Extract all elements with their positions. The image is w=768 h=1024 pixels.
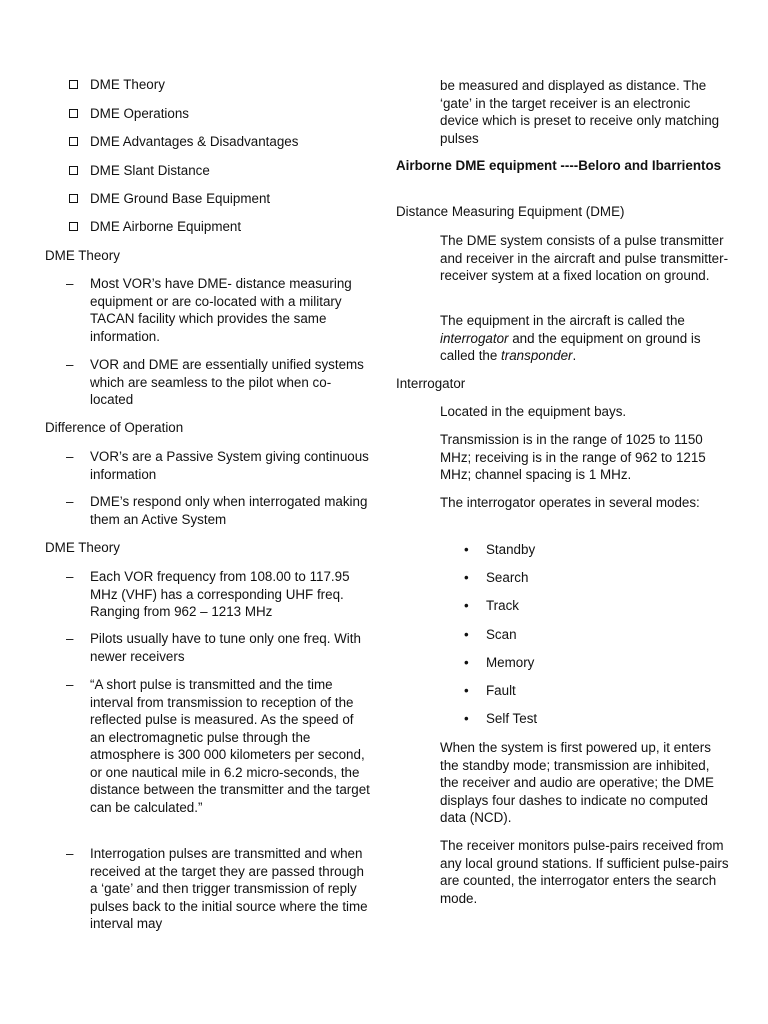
bullet-marker: • bbox=[464, 655, 469, 670]
dash-marker: – bbox=[66, 494, 74, 509]
bullet-marker: • bbox=[464, 598, 469, 613]
dash-marker: – bbox=[66, 846, 74, 861]
continuation-paragraph: be measured and displayed as distance. The ‘gate’ in the target receiver is an electronic device which is preset to receive only matching pulses bbox=[440, 78, 720, 146]
checklist-label: DME Theory bbox=[90, 77, 165, 92]
checkbox-icon bbox=[69, 194, 78, 203]
list-item-text: Interrogation pulses are transmitted and when received at the target they are passed through a ‘gate’ and then trigger transmission of reply pulses back to the initial source where the time interval may bbox=[90, 846, 368, 931]
bullet-marker: • bbox=[464, 542, 469, 557]
checklist-item bbox=[69, 76, 369, 94]
checkbox-icon bbox=[69, 80, 78, 89]
airborne-heading: Airborne DME equipment ----Beloro and Ibarrientos bbox=[396, 158, 722, 173]
checkbox-icon bbox=[69, 137, 78, 146]
dash-marker: – bbox=[66, 449, 74, 464]
bullet-marker: • bbox=[464, 711, 469, 726]
mode-label: Standby bbox=[486, 542, 536, 557]
dash-marker: – bbox=[66, 569, 74, 584]
checkbox-icon bbox=[69, 109, 78, 118]
section-heading: Difference of Operation bbox=[45, 420, 184, 435]
list-item-text: “A short pulse is transmitted and the time interval from transmission to reception of the reflected pulse is measured. As the speed of an electromagnetic pulse through the atmosphere is 300 000 kilometers per second, or one nautical mile in 6.2 micro-seconds, the distance between the transmitter and the target can be calculated.” bbox=[90, 677, 370, 815]
list-item-text: VOR and DME are essentially unified systems which are seamless to the pilot when co-located bbox=[90, 357, 364, 407]
list-item-text: Pilots usually have to tune only one freq. With newer receivers bbox=[90, 631, 361, 664]
dash-marker: – bbox=[66, 357, 74, 372]
paragraph-text: and the equipment on ground is called the bbox=[440, 330, 701, 363]
dme-paragraph: The DME system consists of a pulse transmitter and receiver in the aircraft and pulse transmitter-receiver system at a fixed location on ground. bbox=[440, 233, 729, 283]
checklist-label: DME Slant Distance bbox=[90, 163, 210, 178]
receiver-paragraph: The receiver monitors pulse-pairs received from any local ground stations. If sufficient pulse-pairs are counted, the interrogator enters the search mode. bbox=[440, 838, 729, 906]
checkbox-icon bbox=[69, 166, 78, 175]
list-item-text: VOR’s are a Passive System giving continuous information bbox=[90, 449, 369, 482]
checklist-label: DME Airborne Equipment bbox=[90, 219, 242, 234]
bullet-marker: • bbox=[464, 683, 469, 698]
mode-label: Track bbox=[486, 598, 519, 613]
interrogator-term: interrogator bbox=[440, 330, 509, 346]
mode-label: Self Test bbox=[486, 711, 538, 726]
mode-label: Memory bbox=[486, 655, 535, 670]
checklist-label: DME Advantages & Disadvantages bbox=[90, 134, 299, 149]
section-heading: DME Theory bbox=[45, 248, 120, 263]
dash-marker: – bbox=[66, 276, 74, 291]
checklist-item bbox=[69, 105, 369, 123]
checklist-item bbox=[69, 218, 369, 236]
interrogator-paragraph: The interrogator operates in several modes: bbox=[440, 495, 700, 510]
checklist-label: DME Operations bbox=[90, 106, 189, 121]
list-item-text: Most VOR’s have DME- distance measuring equipment or are co-located with a military TACAN facility which provides the same information. bbox=[90, 276, 352, 344]
bullet-marker: • bbox=[464, 570, 469, 585]
dash-marker: – bbox=[66, 677, 74, 692]
checklist-item bbox=[69, 162, 369, 180]
interrogator-paragraph: Transmission is in the range of 1025 to 1150 MHz; receiving is in the range of 962 to 1215 MHz; channel spacing is 1 MHz. bbox=[440, 432, 706, 482]
mode-label: Fault bbox=[486, 683, 516, 698]
transponder-term: transponder bbox=[501, 348, 573, 363]
dme-equipment-paragraph bbox=[440, 312, 730, 365]
list-item-text: Each VOR frequency from 108.00 to 117.95 MHz (VHF) has a corresponding UHF freq. Ranging from 962 – 1213 MHz bbox=[90, 569, 350, 619]
dash-marker: – bbox=[66, 631, 74, 646]
interrogator-heading: Interrogator bbox=[396, 376, 466, 391]
dme-heading: Distance Measuring Equipment (DME) bbox=[396, 204, 625, 219]
list-item-text: DME’s respond only when interrogated making them an Active System bbox=[90, 494, 368, 527]
mode-label: Search bbox=[486, 570, 529, 585]
bullet-marker: • bbox=[464, 627, 469, 642]
paragraph-text: . bbox=[572, 348, 577, 363]
checklist-item bbox=[69, 190, 369, 208]
section-heading: DME Theory bbox=[45, 540, 120, 555]
powered-up-paragraph: When the system is first powered up, it enters the standby mode; transmission are inhibited, the receiver and audio are operative; the DME displays four dashes to indicate no computed data (NCD). bbox=[440, 740, 714, 825]
mode-label: Scan bbox=[486, 627, 517, 642]
checklist-item bbox=[69, 133, 369, 151]
checklist-label: DME Ground Base Equipment bbox=[90, 191, 271, 206]
checkbox-icon bbox=[69, 222, 78, 231]
interrogator-paragraph: Located in the equipment bays. bbox=[440, 404, 627, 419]
paragraph-text: The equipment in the aircraft is called the bbox=[440, 313, 685, 328]
